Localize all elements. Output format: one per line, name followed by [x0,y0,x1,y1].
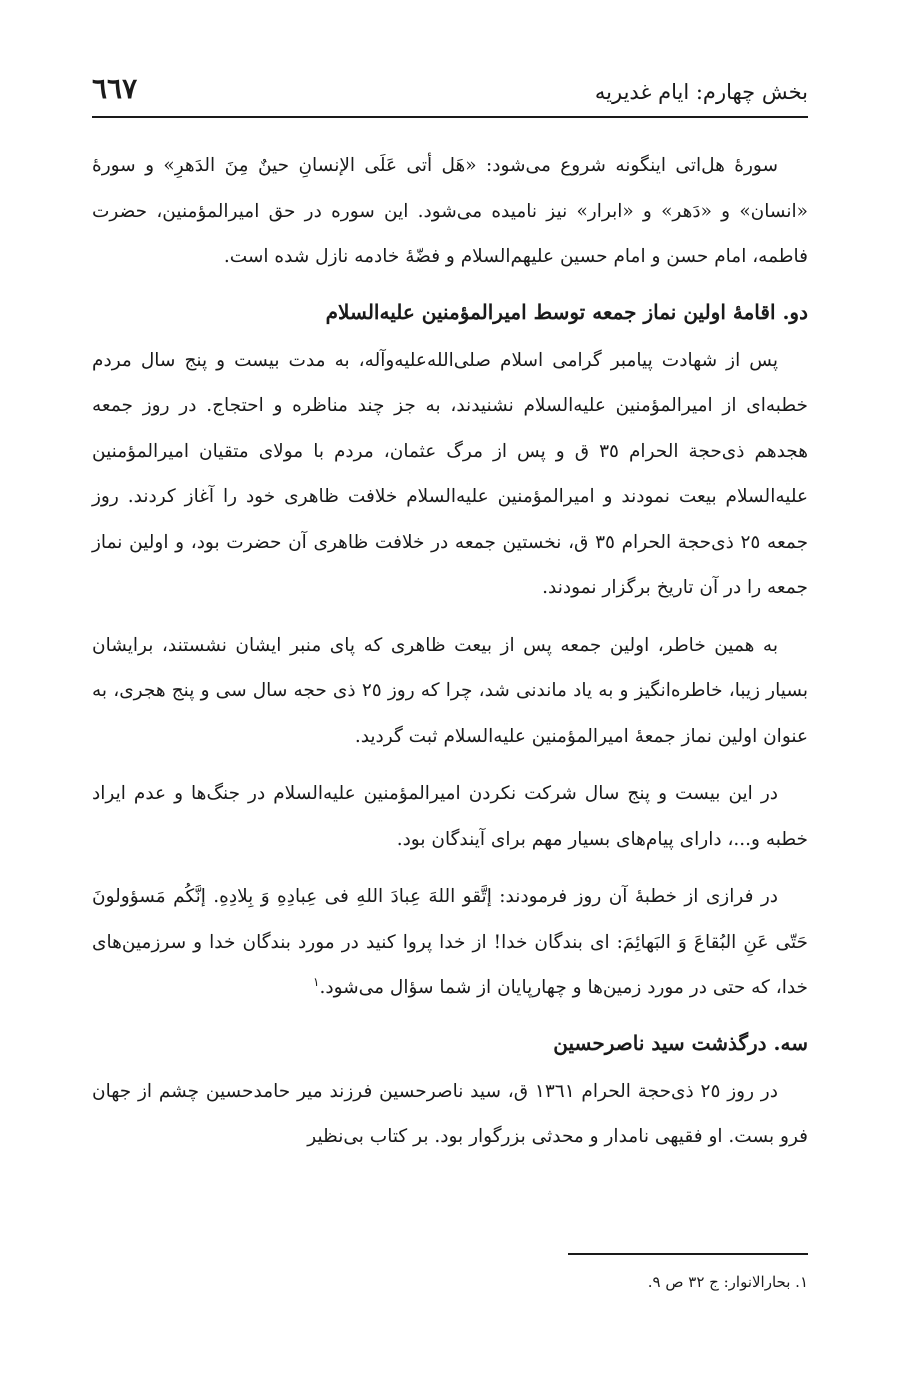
footnote-reference: ١ [313,974,320,989]
paragraph-surah-insan: سورۀ هل‌اتی اینگونه شروع می‌شود: «هَل أتی عَلَی الإنسانِ حینٌ مِنَ الدَهرِ» و سورۀ «انسان» و «دَهر» و «ابرار» نیز نامیده می‌شود. این سوره در حق امیرالمؤمنین، حضرت فاطمه، امام حسن و امام حسین علیهم‌السلام و فضّۀ خادمه نازل شده است. [92,155,808,267]
running-title: بخش چهارم: ایام غدیریه [594,80,808,104]
page-number: ٦٦٧ [92,72,138,105]
paragraph-naser-hossein: در روز ٢٥ ذی‌حجة الحرام ١٣٦١ ق، سید ناصرحسین فرزند میر حامدحسین چشم از جهان فرو بست. او فقیهی نامدار و محدثی بزرگوار بود. بر کتاب بی‌نظیر [92,1080,808,1147]
paragraph-sermon-quote [92,874,808,1011]
footnote-divider [568,1253,808,1255]
page-header [92,66,808,118]
paragraph-friday-prayer-history: پس از شهادت پیامبر گرامی اسلام صلی‌الله‌علیه‌وآله، به مدت بیست و پنج سال مردم خطبه‌ای از امیرالمؤمنین علیه‌السلام نشنیدند، به جز چند مناظره و احتجاج. در روز جمعه هجدهم ذی‌حجة الحرام ٣٥ ق و پس از مرگ عثمان، مردم با مولای متقیان امیرالمؤمنین علیه‌السلام بیعت نمودند و امیرالمؤمنین علیه‌السلام خلافت ظاهری خود را آغاز کردند. روز جمعه ٢٥ ذی‌حجة الحرام ٣٥ ق، نخستین جمعه در خلافت ظاهری آن حضرت بود، و اولین نماز جمعه را در آن تاریخ برگزار نمودند. [92,349,808,598]
section-heading-naser-hossein: سه. درگذشت سید ناصرحسین [553,1030,808,1055]
page-body [92,143,808,1172]
paragraph-first-friday: به همین خاطر، اولین جمعه پس از بیعت ظاهری که پای منبر ایشان نشستند، برایشان بسیار زیبا، خاطره‌انگیز و به یاد ماندنی شد، چرا که روز ٢٥ ذی حجه سال سی و پنج هجری، به عنوان اولین نماز جمعۀ امیرالمؤمنین علیه‌السلام ثبت گردید. [92,634,808,747]
footnote: ١. بحارالانوار: ج ٣٢ ص ٩. [647,1273,808,1291]
section-heading-friday-prayer: دو. اقامۀ اولین نماز جمعه توسط امیرالمؤمنین علیه‌السلام [325,299,808,324]
sermon-quote-text: در فرازی از خطبۀ آن روز فرمودند: إتَّقو اللهَ عِبادَ اللهِ فی عِبادِهِ وَ بِلادِهِ. إنَّکُم مَسؤولونَ حَتّی عَنِ البُقاعَ وَ البَهائِمَ: ای بندگان خدا! از خدا پروا کنید در مورد بندگان خدا و سرزمین‌های خدا، که حتی در مورد زمین‌ها و چهارپایان از شما سؤال می‌شود. [92,886,808,998]
paragraph-twenty-five-years: در این بیست و پنج سال شرکت نکردن امیرالمؤمنین علیه‌السلام در جنگ‌ها و عدم ایراد خطبه و...، دارای پیام‌های بسیار مهم برای آیندگان بود. [92,783,808,850]
